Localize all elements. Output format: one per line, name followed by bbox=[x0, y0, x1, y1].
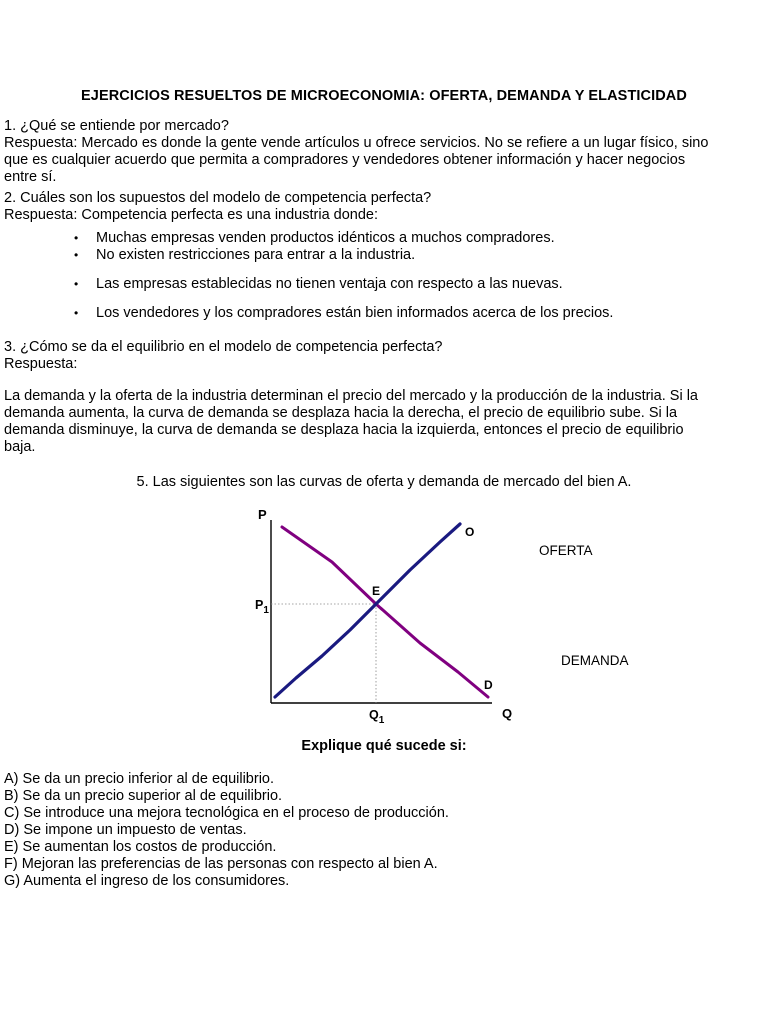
demand-curve-label: D bbox=[484, 678, 493, 692]
scenario-g: G) Aumenta el ingreso de los consumidores. bbox=[4, 873, 290, 889]
question-1-answer-line-1: Respuesta: Mercado es donde la gente vende artículos u ofrece servicios. No se refiere a un lugar físico, sino bbox=[4, 135, 709, 151]
assumption-item-2: • No existen restricciones para entrar a la industria. bbox=[96, 247, 415, 263]
question-2-answer-intro: Respuesta: Competencia perfecta es una industria donde: bbox=[4, 207, 379, 223]
scenario-a: A) Se da un precio inferior al de equilibrio. bbox=[4, 771, 275, 787]
quantity-axis-label: Q bbox=[502, 706, 513, 721]
question-3-answer-line-1: La demanda y la oferta de la industria determinan el precio del mercado y la producción de la industria. Si la bbox=[4, 388, 698, 404]
p1-label-subscript: 1 bbox=[263, 605, 269, 616]
question-3-answer bbox=[4, 388, 764, 456]
p1-label-main: P bbox=[255, 598, 264, 612]
scenario-d: D) Se impone un impuesto de ventas. bbox=[4, 822, 247, 838]
assumption-item-1: • Muchas empresas venden productos idénticos a muchos compradores. bbox=[96, 230, 555, 246]
question-1-text: 1. ¿Qué se entiende por mercado? bbox=[4, 118, 229, 134]
supply-curve-label: O bbox=[465, 525, 475, 539]
equilibrium-label: E bbox=[372, 584, 381, 598]
question-3-answer-line-2: demanda aumenta, la curva de demanda se desplaza hacia la derecha, el precio de equilibrio sube. Si la bbox=[4, 405, 678, 421]
scenario-b: B) Se da un precio superior al de equilibrio. bbox=[4, 788, 283, 804]
p1-label bbox=[255, 598, 269, 616]
question-3 bbox=[4, 339, 764, 373]
question-2 bbox=[4, 190, 764, 224]
price-axis-label: P bbox=[258, 507, 267, 522]
supply-caption: OFERTA bbox=[539, 543, 593, 558]
question-3-answer-line-4: baja. bbox=[4, 439, 36, 455]
question-3-answer-line-3: demanda disminuye, la curva de demanda se desplaza hacia la izquierda, entonces el precio de equilibrio bbox=[4, 422, 684, 438]
question-3-answer-label: Respuesta: bbox=[4, 356, 78, 372]
demand-caption: DEMANDA bbox=[561, 653, 629, 668]
assumption-item-4: • Los vendedores y los compradores están bien informados acerca de los precios. bbox=[96, 305, 613, 321]
scenario-f: F) Mejoran las preferencias de las personas con respecto al bien A. bbox=[4, 856, 438, 872]
supply-curve bbox=[275, 524, 460, 697]
question-3-text: 3. ¿Cómo se da el equilibrio en el modelo de competencia perfecta? bbox=[4, 339, 443, 355]
q1-label-subscript: 1 bbox=[378, 715, 385, 726]
scenario-e: E) Se aumentan los costos de producción. bbox=[4, 839, 277, 855]
document-title: EJERCICIOS RESUELTOS DE MICROECONOMIA: OFERTA, DEMANDA Y ELASTICIDAD bbox=[81, 88, 687, 104]
demand-curve bbox=[282, 527, 488, 697]
q1-label bbox=[369, 708, 385, 726]
question-1-answer-line-3: entre sí. bbox=[4, 169, 57, 185]
question-1 bbox=[4, 118, 764, 186]
scenario-c: C) Se introduce una mejora tecnológica en el proceso de producción. bbox=[4, 805, 449, 821]
explain-prompt: Explique qué sucede si: bbox=[301, 738, 467, 754]
question-1-answer-line-2: que es cualquier acuerdo que permita a compradores y vendedores obtener información y hacer negocios bbox=[4, 152, 686, 168]
q1-label-main: Q bbox=[369, 708, 379, 722]
question-5-intro: 5. Las siguientes son las curvas de oferta y demanda de mercado del bien A. bbox=[136, 474, 632, 490]
question-2-text: 2. Cuáles son los supuestos del modelo de competencia perfecta? bbox=[4, 190, 432, 206]
supply-demand-graph bbox=[0, 500, 768, 750]
assumption-item-3: • Las empresas establecidas no tienen ventaja con respecto a las nuevas. bbox=[96, 276, 563, 292]
